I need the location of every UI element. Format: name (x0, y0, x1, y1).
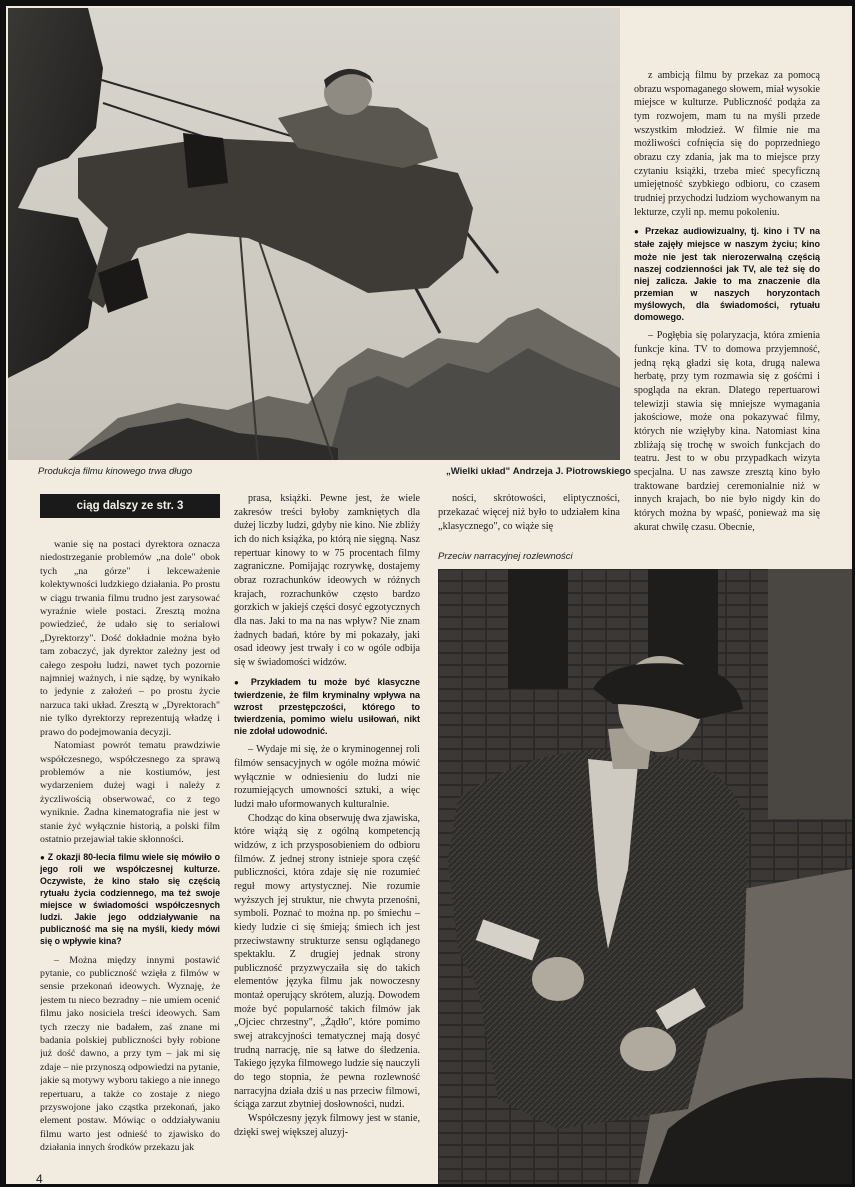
caption-wielki-uklad (446, 466, 631, 477)
article-column-1 (40, 538, 220, 1168)
article-paragraph: – Wydaje mi się, że o kryminogennej roli filmów sensacyjnych w ogóle można mówić wyłącznie w odniesieniu do ludzi nie rozumiejących umowności sztuki, a więc ludzi mało uformowanych kulturalnie. (234, 744, 420, 810)
article-paragraph: Współczesny język filmowy jest w stanie, dzięki swej większej aluzyj- (234, 1113, 420, 1138)
right-top-column (634, 69, 820, 539)
interview-question: ● Przekaz audiowizualny, tj. kino i TV na stałe zajęły miejsce w naszym życiu; kino może nie jest tak nierozerwalną częścią naszej codzienności jak TV, ale też się do niej zalicza. Jakie to ma znaczenie dla przemian w naszych horyzontach myślowych, dla świadomości, rytuału domowego. (634, 225, 820, 323)
article-paragraph: wanie się na postaci dyrektora oznacza niedostrzeganie problemów „na dole" obok tych „na górze" i lekceważenie kolektywności ludzkiego działania. Po prostu w ciągu trwania filmu trudno jest zarysować wyraźnie wiele postaci. Zresztą można powiedzieć, że udało się to serialowi „Dyrektorzy". Dość dokładnie można było tam zobaczyć, jak dyrektor zależny jest od całego zespołu ludzi, nawet tych pozornie najmniej ważnych, i nie sądzę, by wynikało to jedynie z założeń – po prostu życie narzuca taki układ. Zresztą w „Dyrektorach" nie tylko dyrektorzy reprezentują władzę i prawo do podejmowania decyzji. (40, 539, 220, 738)
article-paragraph: prasa, książki. Pewne jest, że wiele zakresów treści byłoby zamkniętych dla dużej liczby ludzi, gdyby nie kino. Nie zbliży ich do nich książka, po którą nie sięgną. Nasz repertuar kinowy to w 75 procentach filmy zagraniczne. Pomijając rozrywkę, dostajemy obraz rozrachunków ideowych w różnych krajach, rozrachunków często bardzo gorzkich w jakiejś części dosyć egzotycznych dla nas. Jaki to ma na nas wpływ? Nie znam żadnych badań, które by mi pokazały, jaki osad ideowy jest trwały i co w ogóle odbija się w świadomości widzów. (234, 493, 420, 668)
interview-question: ● Z okazji 80-lecia filmu wiele się mówiło o jego roli we współczesnej kulturze. Oczywiste, że kino stało się częścią rytuału życia codziennego, ma też swoje miejsce w świadomości współczesnych ludzi. Jakie jego oddziaływanie na publiczność ma się na myśli, kiedy mówi się o wpływie kina? (40, 852, 220, 947)
article-paragraph: ności, skrótowości, eliptyczności, przekazać więcej niż było to udziałem kina „klasycznego", co wiąże się (438, 493, 620, 532)
caption-man-photo: Przeciw narracyjnej rozlewności (438, 551, 573, 562)
article-paragraph: – Można między innymi postawić pytanie, co publiczność wzięła z filmów w sensie przekonań ideowych. Wyznaję, że jestem tu nieco bezradny – nie umiem ocenić filmu jako nosiciela treści ideowych. Sam tych rzeczy nie badałem, zaś znane mi badania polskiej publiczności były robione już dość dawno, a przy tym – jak mi się zdaje – nie przynoszą odpowiedzi na pytanie, jakie są motywy wyboru takiego a nie innego repertuaru, a także co zostaje z niego przyswojone jako cząstka przekonań, jako element postaw. Mówiąc o oddziaływaniu filmu warto jest odnieść to zjawisko do działania innych środków przekazu jak (40, 954, 220, 1154)
article-column-3 (438, 492, 620, 542)
article-paragraph: – Pogłębia się polaryzacja, która zmienia funkcje kina. TV to domowa przyjemność, jedną ręką gładzi się kota, drugą nalewa herbatę, przy tym rozmawia się z gośćmi i spogląda na ekran. Dlatego repertuarowi telewizji stawia się mniejsze wymagania jakościowe, może ona pokazywać filmy, których nie wzięłyby kina. Natomiast kina zbliżają się trochę w swoich funkcjach do teatru. Jest to w obu przypadkach wizyta specjalna. U nas zawsze zresztą kino było traktowane bardziej ceremonialnie niż w innych krajach, bo nie było nigdy kin do których można by wpaść, ponieważ ma się akurat chwilę czasu. Obecnie, (634, 330, 820, 533)
article-paragraph: Natomiast powrót tematu prawdziwie współczesnego, współczesnego za sprawą problemów a nie kostiumów, jest wydarzeniem dużej wagi i należy z życzliwością obserwować, co z tego wyniknie. Żadna kinematografia nie jest w stanie żyć wyłącznie historią, a polski film ostatnio przejawiał takie skłonności. (40, 740, 220, 845)
article-paragraph: Chodząc do kina obserwuję dwa zjawiska, które wiążą się z ogólną kompetencją widzów, z ich przysposobieniem do odbioru filmów. Z jednej strony istnieje spora część publiczności, która zdaje się nie rozumieć reguł mowy artystycznej. Nie rozumie wyższych jej struktur, nie chwyta przenośni, symboli. Poznać to można np. po śmiechu – kiedy ludzie ci się śmieją; śmiech ich jest przeciwstawny strukturze sensu oglądanego spektaklu. Z drugiej jednak strony publiczność przyzwyczaiła się do takich elementów języka filmu jak nowoczesny montaż operujący skrótem, aluzją. Dowodem może być popularność takich filmów jak „Ojciec chrzestny", „Żądło", które pomimo swej atrakcyjności tematycznej mają dosyć trudną narrację, nie są łatwe do śledzenia. Takiego języka filmowego ludzie się nauczyli do tego stopnia, że pewna rozlewność narracyjna działa dziś u nas przeciw filmowi, ściąga zarzut zbytniej dosłowności, nudzi. (234, 812, 420, 1111)
continued-from-banner: ciąg dalszy ze str. 3 (40, 494, 220, 518)
article-column-2 (234, 492, 420, 1182)
article-paragraph: z ambicją filmu by przekaz za pomocą obrazu wspomaganego słowem, miał wysokie miejsce w kulturze. Publiczność podąża za tym rozwojem, mam tu na myśli przede wszystkim młodzież. W filmie nie ma możliwości cofnięcia się do poprzedniego obrazu czy zdania, jak ma to miejsce przy czytaniu książki, trzeba mieć specyficzną umiejętność szybkiego odbioru, co czasem trudniej przychodzi ludziom wychowanym na lekturze, czyli np. memu pokoleniu. (634, 70, 820, 218)
caption-film-author: Andrzeja J. Piotrowskiego (512, 466, 631, 477)
page-number: 4 (36, 1172, 43, 1184)
man-in-cap-photo (438, 569, 852, 1184)
caption-climber-photo: Produkcja filmu kinowego trwa długo (38, 466, 193, 477)
caption-film-title: „Wielki układ" (446, 466, 511, 477)
climber-photo (8, 8, 620, 460)
magazine-page (6, 6, 852, 1184)
interview-question: ● Przykładem tu może być klasyczne twierdzenie, że film kryminalny wpływa na wzrost przestępczości, którego to twierdzenia, pomimo wielu usiłowań, nikt nie zdołał udowodnić. (234, 676, 420, 738)
